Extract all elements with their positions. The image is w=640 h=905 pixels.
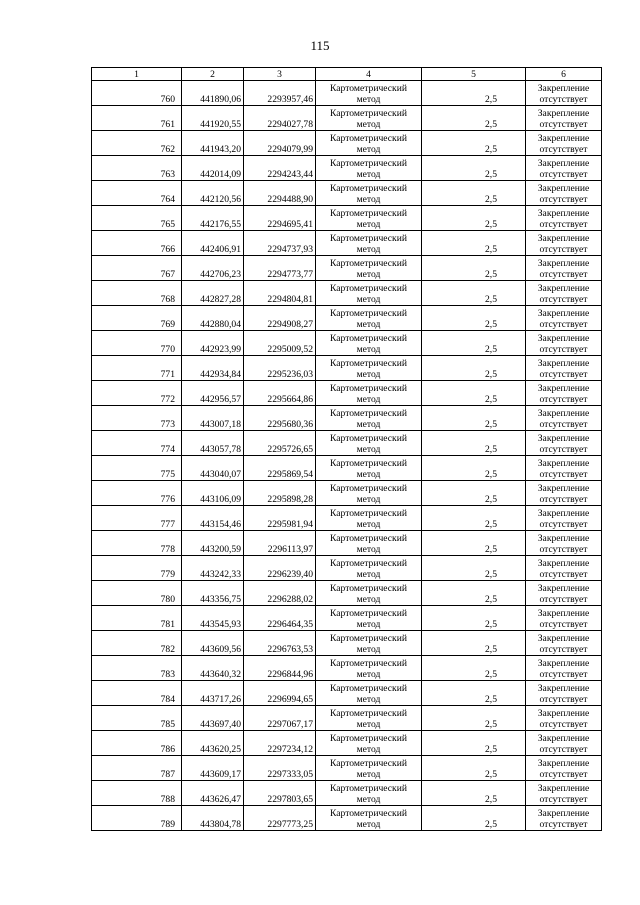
fixing-cell: Закрепление отсутствует [526, 356, 602, 381]
method-cell: Картометрический метод [316, 556, 422, 581]
header-cell: 6 [526, 68, 602, 81]
accuracy-cell: 2,5 [422, 406, 526, 431]
accuracy-cell: 2,5 [422, 731, 526, 756]
accuracy-cell: 2,5 [422, 706, 526, 731]
y-coordinate-cell: 2295009,52 [244, 331, 316, 356]
table-row [92, 506, 602, 531]
method-cell: Картометрический метод [316, 356, 422, 381]
accuracy-cell: 2,5 [422, 431, 526, 456]
fixing-cell: Закрепление отсутствует [526, 281, 602, 306]
x-coordinate-cell: 441943,20 [182, 131, 244, 156]
table-row [92, 656, 602, 681]
x-coordinate-cell: 442880,04 [182, 306, 244, 331]
header-cell: 2 [182, 68, 244, 81]
x-coordinate-cell: 443200,59 [182, 531, 244, 556]
point-number-cell: 766 [92, 231, 182, 256]
fixing-cell: Закрепление отсутствует [526, 431, 602, 456]
fixing-cell: Закрепление отсутствует [526, 331, 602, 356]
fixing-cell: Закрепление отсутствует [526, 781, 602, 806]
y-coordinate-cell: 2294243,44 [244, 156, 316, 181]
table-row [92, 106, 602, 131]
point-number-cell: 774 [92, 431, 182, 456]
fixing-cell: Закрепление отсутствует [526, 306, 602, 331]
fixing-cell: Закрепление отсутствует [526, 656, 602, 681]
y-coordinate-cell: 2297067,17 [244, 706, 316, 731]
fixing-cell: Закрепление отсутствует [526, 131, 602, 156]
y-coordinate-cell: 2296239,40 [244, 556, 316, 581]
accuracy-cell: 2,5 [422, 581, 526, 606]
y-coordinate-cell: 2297333,05 [244, 756, 316, 781]
method-cell: Картометрический метод [316, 381, 422, 406]
point-number-cell: 782 [92, 631, 182, 656]
x-coordinate-cell: 442176,55 [182, 206, 244, 231]
point-number-cell: 780 [92, 581, 182, 606]
y-coordinate-cell: 2295680,36 [244, 406, 316, 431]
accuracy-cell: 2,5 [422, 681, 526, 706]
table-row [92, 156, 602, 181]
header-cell: 1 [92, 68, 182, 81]
point-number-cell: 771 [92, 356, 182, 381]
fixing-cell: Закрепление отсутствует [526, 206, 602, 231]
fixing-cell: Закрепление отсутствует [526, 731, 602, 756]
fixing-cell: Закрепление отсутствует [526, 381, 602, 406]
point-number-cell: 788 [92, 781, 182, 806]
point-number-cell: 787 [92, 756, 182, 781]
x-coordinate-cell: 443609,56 [182, 631, 244, 656]
table-row [92, 381, 602, 406]
table-row [92, 681, 602, 706]
fixing-cell: Закрепление отсутствует [526, 806, 602, 831]
y-coordinate-cell: 2297234,12 [244, 731, 316, 756]
x-coordinate-cell: 443804,78 [182, 806, 244, 831]
y-coordinate-cell: 2295869,54 [244, 456, 316, 481]
point-number-cell: 775 [92, 456, 182, 481]
table-row [92, 131, 602, 156]
x-coordinate-cell: 443545,93 [182, 606, 244, 631]
accuracy-cell: 2,5 [422, 381, 526, 406]
table-row [92, 406, 602, 431]
accuracy-cell: 2,5 [422, 481, 526, 506]
point-number-cell: 768 [92, 281, 182, 306]
x-coordinate-cell: 443040,07 [182, 456, 244, 481]
accuracy-cell: 2,5 [422, 106, 526, 131]
header-cell: 3 [244, 68, 316, 81]
table-row [92, 81, 602, 106]
fixing-cell: Закрепление отсутствует [526, 181, 602, 206]
accuracy-cell: 2,5 [422, 206, 526, 231]
method-cell: Картометрический метод [316, 581, 422, 606]
fixing-cell: Закрепление отсутствует [526, 506, 602, 531]
fixing-cell: Закрепление отсутствует [526, 681, 602, 706]
y-coordinate-cell: 2294804,81 [244, 281, 316, 306]
method-cell: Картометрический метод [316, 756, 422, 781]
table-row [92, 531, 602, 556]
method-cell: Картометрический метод [316, 781, 422, 806]
table-body [92, 81, 602, 831]
y-coordinate-cell: 2295664,86 [244, 381, 316, 406]
method-cell: Картометрический метод [316, 606, 422, 631]
accuracy-cell: 2,5 [422, 556, 526, 581]
table-row [92, 581, 602, 606]
table-row [92, 431, 602, 456]
fixing-cell: Закрепление отсутствует [526, 706, 602, 731]
point-number-cell: 773 [92, 406, 182, 431]
point-number-cell: 783 [92, 656, 182, 681]
y-coordinate-cell: 2296288,02 [244, 581, 316, 606]
y-coordinate-cell: 2294695,41 [244, 206, 316, 231]
accuracy-cell: 2,5 [422, 356, 526, 381]
x-coordinate-cell: 443057,78 [182, 431, 244, 456]
method-cell: Картометрический метод [316, 631, 422, 656]
x-coordinate-cell: 443640,32 [182, 656, 244, 681]
table-row [92, 281, 602, 306]
fixing-cell: Закрепление отсутствует [526, 631, 602, 656]
fixing-cell: Закрепление отсутствует [526, 456, 602, 481]
y-coordinate-cell: 2295898,28 [244, 481, 316, 506]
y-coordinate-cell: 2293957,46 [244, 81, 316, 106]
accuracy-cell: 2,5 [422, 256, 526, 281]
y-coordinate-cell: 2295726,65 [244, 431, 316, 456]
table-row [92, 456, 602, 481]
y-coordinate-cell: 2296464,35 [244, 606, 316, 631]
accuracy-cell: 2,5 [422, 331, 526, 356]
x-coordinate-cell: 442956,57 [182, 381, 244, 406]
point-number-cell: 762 [92, 131, 182, 156]
fixing-cell: Закрепление отсутствует [526, 81, 602, 106]
table-row [92, 481, 602, 506]
x-coordinate-cell: 442827,28 [182, 281, 244, 306]
point-number-cell: 786 [92, 731, 182, 756]
method-cell: Картометрический метод [316, 456, 422, 481]
method-cell: Картометрический метод [316, 131, 422, 156]
y-coordinate-cell: 2296763,53 [244, 631, 316, 656]
y-coordinate-cell: 2294737,93 [244, 231, 316, 256]
method-cell: Картометрический метод [316, 156, 422, 181]
accuracy-cell: 2,5 [422, 156, 526, 181]
x-coordinate-cell: 442923,99 [182, 331, 244, 356]
accuracy-cell: 2,5 [422, 231, 526, 256]
y-coordinate-cell: 2295236,03 [244, 356, 316, 381]
method-cell: Картометрический метод [316, 406, 422, 431]
point-number-cell: 760 [92, 81, 182, 106]
y-coordinate-cell: 2296844,96 [244, 656, 316, 681]
fixing-cell: Закрепление отсутствует [526, 581, 602, 606]
fixing-cell: Закрепление отсутствует [526, 481, 602, 506]
point-number-cell: 767 [92, 256, 182, 281]
x-coordinate-cell: 443620,25 [182, 731, 244, 756]
accuracy-cell: 2,5 [422, 656, 526, 681]
point-number-cell: 781 [92, 606, 182, 631]
point-number-cell: 764 [92, 181, 182, 206]
fixing-cell: Закрепление отсутствует [526, 156, 602, 181]
x-coordinate-cell: 441890,06 [182, 81, 244, 106]
table-row [92, 731, 602, 756]
point-number-cell: 776 [92, 481, 182, 506]
x-coordinate-cell: 443356,75 [182, 581, 244, 606]
point-number-cell: 779 [92, 556, 182, 581]
table-row [92, 206, 602, 231]
fixing-cell: Закрепление отсутствует [526, 606, 602, 631]
x-coordinate-cell: 443242,33 [182, 556, 244, 581]
method-cell: Картометрический метод [316, 656, 422, 681]
method-cell: Картометрический метод [316, 681, 422, 706]
table-row [92, 806, 602, 831]
x-coordinate-cell: 442706,23 [182, 256, 244, 281]
table-row [92, 256, 602, 281]
header-cell: 5 [422, 68, 526, 81]
point-number-cell: 769 [92, 306, 182, 331]
method-cell: Картометрический метод [316, 206, 422, 231]
x-coordinate-cell: 443717,26 [182, 681, 244, 706]
coordinates-table [91, 67, 602, 831]
accuracy-cell: 2,5 [422, 131, 526, 156]
method-cell: Картометрический метод [316, 231, 422, 256]
accuracy-cell: 2,5 [422, 756, 526, 781]
point-number-cell: 789 [92, 806, 182, 831]
method-cell: Картометрический метод [316, 331, 422, 356]
method-cell: Картометрический метод [316, 431, 422, 456]
table-row [92, 331, 602, 356]
point-number-cell: 778 [92, 531, 182, 556]
accuracy-cell: 2,5 [422, 81, 526, 106]
table-row [92, 356, 602, 381]
x-coordinate-cell: 443626,47 [182, 781, 244, 806]
method-cell: Картометрический метод [316, 256, 422, 281]
method-cell: Картометрический метод [316, 531, 422, 556]
fixing-cell: Закрепление отсутствует [526, 106, 602, 131]
accuracy-cell: 2,5 [422, 531, 526, 556]
point-number-cell: 772 [92, 381, 182, 406]
y-coordinate-cell: 2294908,27 [244, 306, 316, 331]
method-cell: Картометрический метод [316, 281, 422, 306]
accuracy-cell: 2,5 [422, 281, 526, 306]
point-number-cell: 785 [92, 706, 182, 731]
x-coordinate-cell: 441920,55 [182, 106, 244, 131]
accuracy-cell: 2,5 [422, 781, 526, 806]
point-number-cell: 763 [92, 156, 182, 181]
fixing-cell: Закрепление отсутствует [526, 256, 602, 281]
fixing-cell: Закрепление отсутствует [526, 406, 602, 431]
point-number-cell: 784 [92, 681, 182, 706]
y-coordinate-cell: 2297773,25 [244, 806, 316, 831]
y-coordinate-cell: 2294773,77 [244, 256, 316, 281]
point-number-cell: 777 [92, 506, 182, 531]
method-cell: Картометрический метод [316, 306, 422, 331]
y-coordinate-cell: 2296994,65 [244, 681, 316, 706]
method-cell: Картометрический метод [316, 731, 422, 756]
x-coordinate-cell: 442120,56 [182, 181, 244, 206]
fixing-cell: Закрепление отсутствует [526, 556, 602, 581]
table-row [92, 756, 602, 781]
accuracy-cell: 2,5 [422, 456, 526, 481]
fixing-cell: Закрепление отсутствует [526, 531, 602, 556]
method-cell: Картометрический метод [316, 806, 422, 831]
point-number-cell: 770 [92, 331, 182, 356]
point-number-cell: 765 [92, 206, 182, 231]
table-row [92, 231, 602, 256]
fixing-cell: Закрепление отсутствует [526, 756, 602, 781]
y-coordinate-cell: 2296113,97 [244, 531, 316, 556]
x-coordinate-cell: 443106,09 [182, 481, 244, 506]
table-row [92, 606, 602, 631]
accuracy-cell: 2,5 [422, 181, 526, 206]
accuracy-cell: 2,5 [422, 631, 526, 656]
table-row [92, 706, 602, 731]
method-cell: Картометрический метод [316, 81, 422, 106]
header-cell: 4 [316, 68, 422, 81]
table-row [92, 181, 602, 206]
point-number-cell: 761 [92, 106, 182, 131]
method-cell: Картометрический метод [316, 106, 422, 131]
method-cell: Картометрический метод [316, 481, 422, 506]
y-coordinate-cell: 2295981,94 [244, 506, 316, 531]
method-cell: Картометрический метод [316, 706, 422, 731]
accuracy-cell: 2,5 [422, 606, 526, 631]
x-coordinate-cell: 442406,91 [182, 231, 244, 256]
header-row [92, 68, 602, 81]
x-coordinate-cell: 443609,17 [182, 756, 244, 781]
x-coordinate-cell: 443007,18 [182, 406, 244, 431]
x-coordinate-cell: 442014,09 [182, 156, 244, 181]
table-row [92, 556, 602, 581]
y-coordinate-cell: 2297803,65 [244, 781, 316, 806]
accuracy-cell: 2,5 [422, 506, 526, 531]
x-coordinate-cell: 442934,84 [182, 356, 244, 381]
table-row [92, 631, 602, 656]
method-cell: Картометрический метод [316, 506, 422, 531]
accuracy-cell: 2,5 [422, 306, 526, 331]
table-row [92, 306, 602, 331]
y-coordinate-cell: 2294027,78 [244, 106, 316, 131]
x-coordinate-cell: 443154,46 [182, 506, 244, 531]
fixing-cell: Закрепление отсутствует [526, 231, 602, 256]
table-row [92, 781, 602, 806]
page-number: 115 [310, 38, 330, 53]
y-coordinate-cell: 2294079,99 [244, 131, 316, 156]
accuracy-cell: 2,5 [422, 806, 526, 831]
method-cell: Картометрический метод [316, 181, 422, 206]
x-coordinate-cell: 443697,40 [182, 706, 244, 731]
y-coordinate-cell: 2294488,90 [244, 181, 316, 206]
